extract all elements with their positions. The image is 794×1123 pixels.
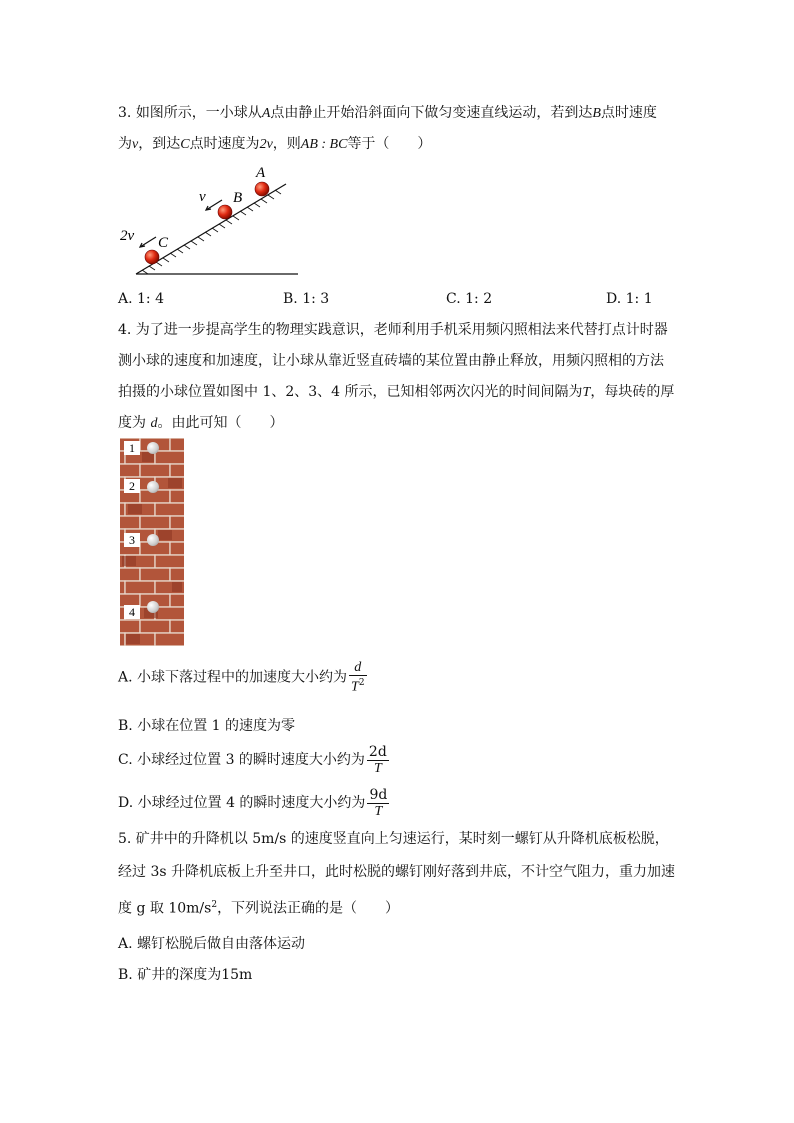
q4-option-a[interactable]: A. 小球下落过程中的加速度大小约为 $\frac{d}{T^2}$ (118, 660, 365, 695)
q3-option-c[interactable]: C. 1: 2 (446, 291, 493, 307)
label-2v: 2v (120, 228, 135, 244)
q5-option-b[interactable]: B. 矿井的深度为15m (118, 967, 253, 983)
q5-option-a[interactable]: A. 螺钉松脱后做自由落体运动 (118, 936, 306, 952)
ball-b (218, 205, 232, 219)
q3-option-d[interactable]: D. 1: 1 (606, 291, 653, 307)
incline-hatching (142, 190, 281, 274)
arrow-icon (140, 200, 222, 247)
q5-line-3: 度 g 取 $10m/s^2$，下列说法正确的是（ ） (118, 900, 400, 917)
brick-wall-image (120, 438, 184, 646)
ball-position-1 (147, 442, 159, 454)
incline-line (136, 184, 286, 274)
q3-option-a[interactable]: A. 1: 4 (118, 291, 164, 307)
q4-line-2: 测小球的速度和加速度，让小球从靠近竖直砖墙的某位置由静止释放，用频闪照相的方法 (118, 353, 664, 369)
q3-line-2: 为v，到达C点时速度为2v，则AB : BC等于（ ） (118, 136, 432, 152)
ball-c (145, 250, 159, 264)
q3-option-b[interactable]: B. 1: 3 (283, 291, 330, 307)
q5-line-1: 5. 矿井中的升降机以 5m/s 的速度竖直向上匀速运行，某时刻一螺钉从升降机底板松脱， (118, 831, 669, 847)
ball-a (255, 182, 269, 196)
q5-line-2: 经过 3s 升降机底板上升至井口，此时松脱的螺钉刚好落到井底，不计空气阻力，重力加速 (118, 864, 675, 880)
fraction: $\frac{2d}{T}$ (368, 743, 387, 776)
ball-position-2 (147, 481, 159, 493)
label-a: A (256, 165, 266, 181)
q4-line-4: 度为 d。由此可知（ ） (118, 415, 284, 431)
ball-position-4 (147, 601, 159, 613)
position-label-4: 4 (124, 605, 140, 619)
q3-line-1: 3. 如图所示，一小球从A点由静止开始沿斜面向下做匀变速直线运动，若到达B点时速度 (118, 105, 657, 121)
position-label-1: 1 (124, 441, 140, 455)
position-label-2: 2 (124, 479, 140, 493)
ball-position-3 (147, 534, 159, 546)
incline-figure (112, 160, 312, 280)
q4-line-1: 4. 为了进一步提高学生的物理实践意识，老师利用手机采用频闪照相法来代替打点计时器 (118, 322, 668, 338)
label-v: v (199, 189, 206, 205)
position-label-3: 3 (124, 533, 140, 547)
q4-option-b[interactable]: B. 小球在位置 1 的速度为零 (118, 718, 295, 734)
q4-line-3: 拍摄的小球位置如图中 1、2、3、4 所示，已知相邻两次闪光的时间间隔为T，每块砖的厚 (118, 384, 675, 400)
q4-option-c[interactable]: C. 小球经过位置 3 的瞬时速度大小约为 $\frac{2d}{T}$ (118, 743, 387, 776)
label-b: B (233, 190, 243, 206)
fraction: $\frac{9d}{T}$ (369, 786, 388, 819)
label-c: C (158, 235, 169, 251)
fraction: $\frac{d}{T^2}$ (351, 660, 365, 695)
q4-option-d[interactable]: D. 小球经过位置 4 的瞬时速度大小约为 $\frac{9d}{T}$ (118, 786, 388, 819)
